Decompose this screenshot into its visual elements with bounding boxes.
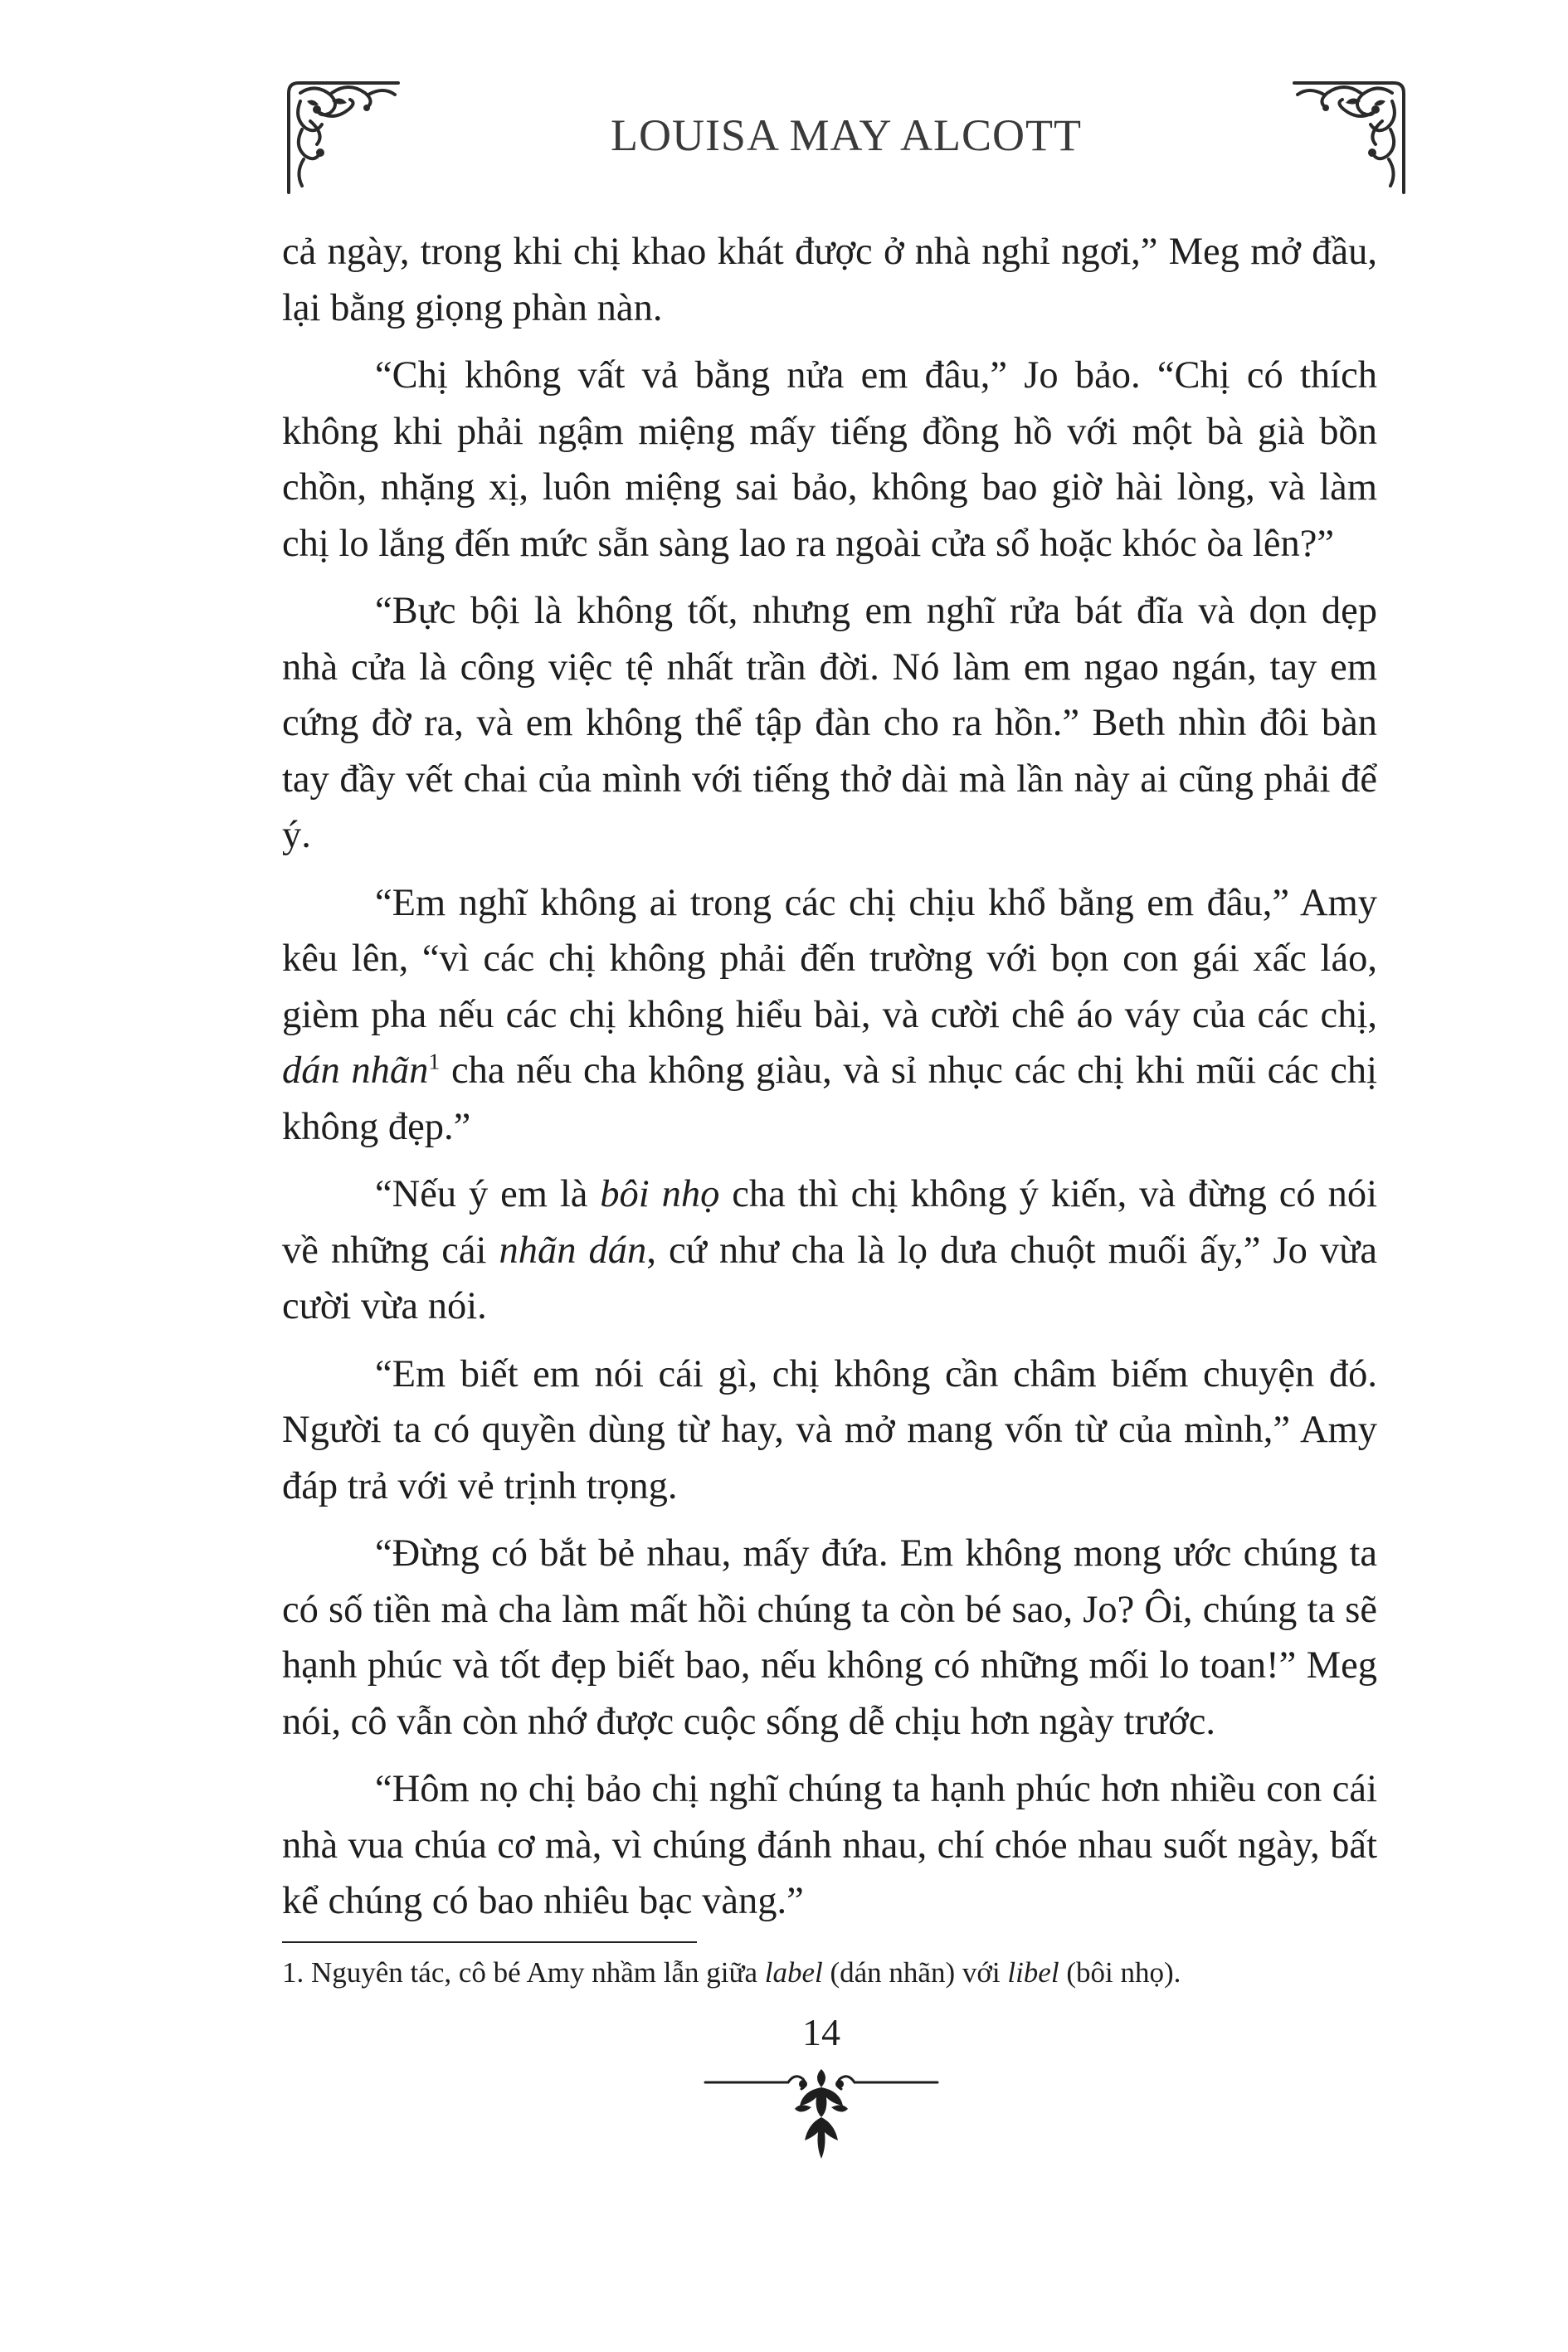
paragraph bbox=[282, 1166, 1377, 1335]
paragraph: “Đừng có bắt bẻ nhau, mấy đứa. Em không mong ước chúng ta có số tiền mà cha làm mất hồi chúng ta còn bé sao, Jo? Ôi, chúng ta sẽ hạnh phúc và tốt đẹp biết bao, nếu không có những mối lo toan!” Meg nói, cô vẫn còn nhớ được cuộc sống dễ chịu hơn ngày trước. bbox=[282, 1532, 1377, 1743]
body-text bbox=[282, 224, 1377, 1993]
scroll-flourish-icon bbox=[1290, 76, 1410, 197]
fleuron-divider-icon bbox=[697, 2057, 946, 2174]
footnote-marker: 1 bbox=[428, 1049, 441, 1075]
italic-term: nhãn dán bbox=[499, 1229, 647, 1272]
page-footer bbox=[697, 2008, 946, 2174]
footnote bbox=[282, 1953, 1377, 1993]
text-run: cha nếu cha không giàu, và sỉ nhục các chị khi mũi các chị không đẹp.” bbox=[282, 1049, 1377, 1148]
text-run: 1. Nguyên tác, cô bé Amy nhầm lẫn giữa bbox=[282, 1955, 765, 1989]
page-header bbox=[282, 76, 1410, 209]
running-title: LOUISA MAY ALCOTT bbox=[610, 110, 1083, 160]
text-run: (bôi nhọ). bbox=[1059, 1955, 1181, 1989]
paragraph: “Chị không vất vả bằng nửa em đâu,” Jo bảo. “Chị có thích không khi phải ngậm miệng mấy tiếng đồng hồ với một bà già bồn chồn, nhặng xị, luôn miệng sai bảo, không bao giờ hài lòng, và làm chị lo lắng đến mức sẵn sàng lao ra ngoài cửa sổ hoặc khóc òa lên?” bbox=[282, 354, 1377, 565]
italic-term: dán nhãn bbox=[282, 1049, 429, 1092]
paragraph bbox=[282, 875, 1377, 1156]
text-run: cha thì chị không ý kiến, và đừng có nói về những cái bbox=[282, 1173, 1377, 1272]
footnote-divider bbox=[282, 1941, 697, 1943]
italic-term: libel bbox=[1007, 1955, 1059, 1989]
paragraph: “Em biết em nói cái gì, chị không cần châm biếm chuyện đó. Người ta có quyền dùng từ hay, và mở mang vốn từ của mình,” Amy đáp trả với vẻ trịnh trọng. bbox=[282, 1352, 1377, 1507]
page-number: 14 bbox=[802, 2011, 840, 2053]
text-run: “Nếu ý em là bbox=[375, 1173, 601, 1215]
text-run: , cứ như cha là lọ dưa chuột muối ấy,” Jo vừa cười vừa nói. bbox=[282, 1229, 1378, 1327]
paragraph: cả ngày, trong khi chị khao khát được ở nhà nghỉ ngơi,” Meg mở đầu, lại bằng giọng phàn nàn. bbox=[282, 231, 1377, 329]
italic-term: label bbox=[764, 1955, 823, 1989]
paragraph: “Bực bội là không tốt, nhưng em nghĩ rửa bát đĩa và dọn dẹp nhà cửa là công việc tệ nhất trần đời. Nó làm em ngao ngán, tay em cứng đờ ra, và em không thể tập đàn cho ra hồn.” Beth nhìn đôi bàn tay đầy vết chai của mình với tiếng thở dài mà lần này ai cũng phải để ý. bbox=[282, 590, 1377, 856]
paragraph: “Hôm nọ chị bảo chị nghĩ chúng ta hạnh phúc hơn nhiều con cái nhà vua chúa cơ mà, vì chúng đánh nhau, chí chóe nhau suốt ngày, bất kể chúng có bao nhiêu bạc vàng.” bbox=[282, 1768, 1377, 1922]
text-run: (dán nhãn) với bbox=[822, 1955, 1008, 1989]
italic-term: bôi nhọ bbox=[600, 1173, 720, 1215]
text-run: “Em nghĩ không ai trong các chị chịu khổ bằng em đâu,” Amy kêu lên, “vì các chị không phải đến trường với bọn con gái xấc láo, gièm pha nếu các chị không hiểu bài, và cười chê áo váy của các chị, bbox=[282, 881, 1377, 1036]
